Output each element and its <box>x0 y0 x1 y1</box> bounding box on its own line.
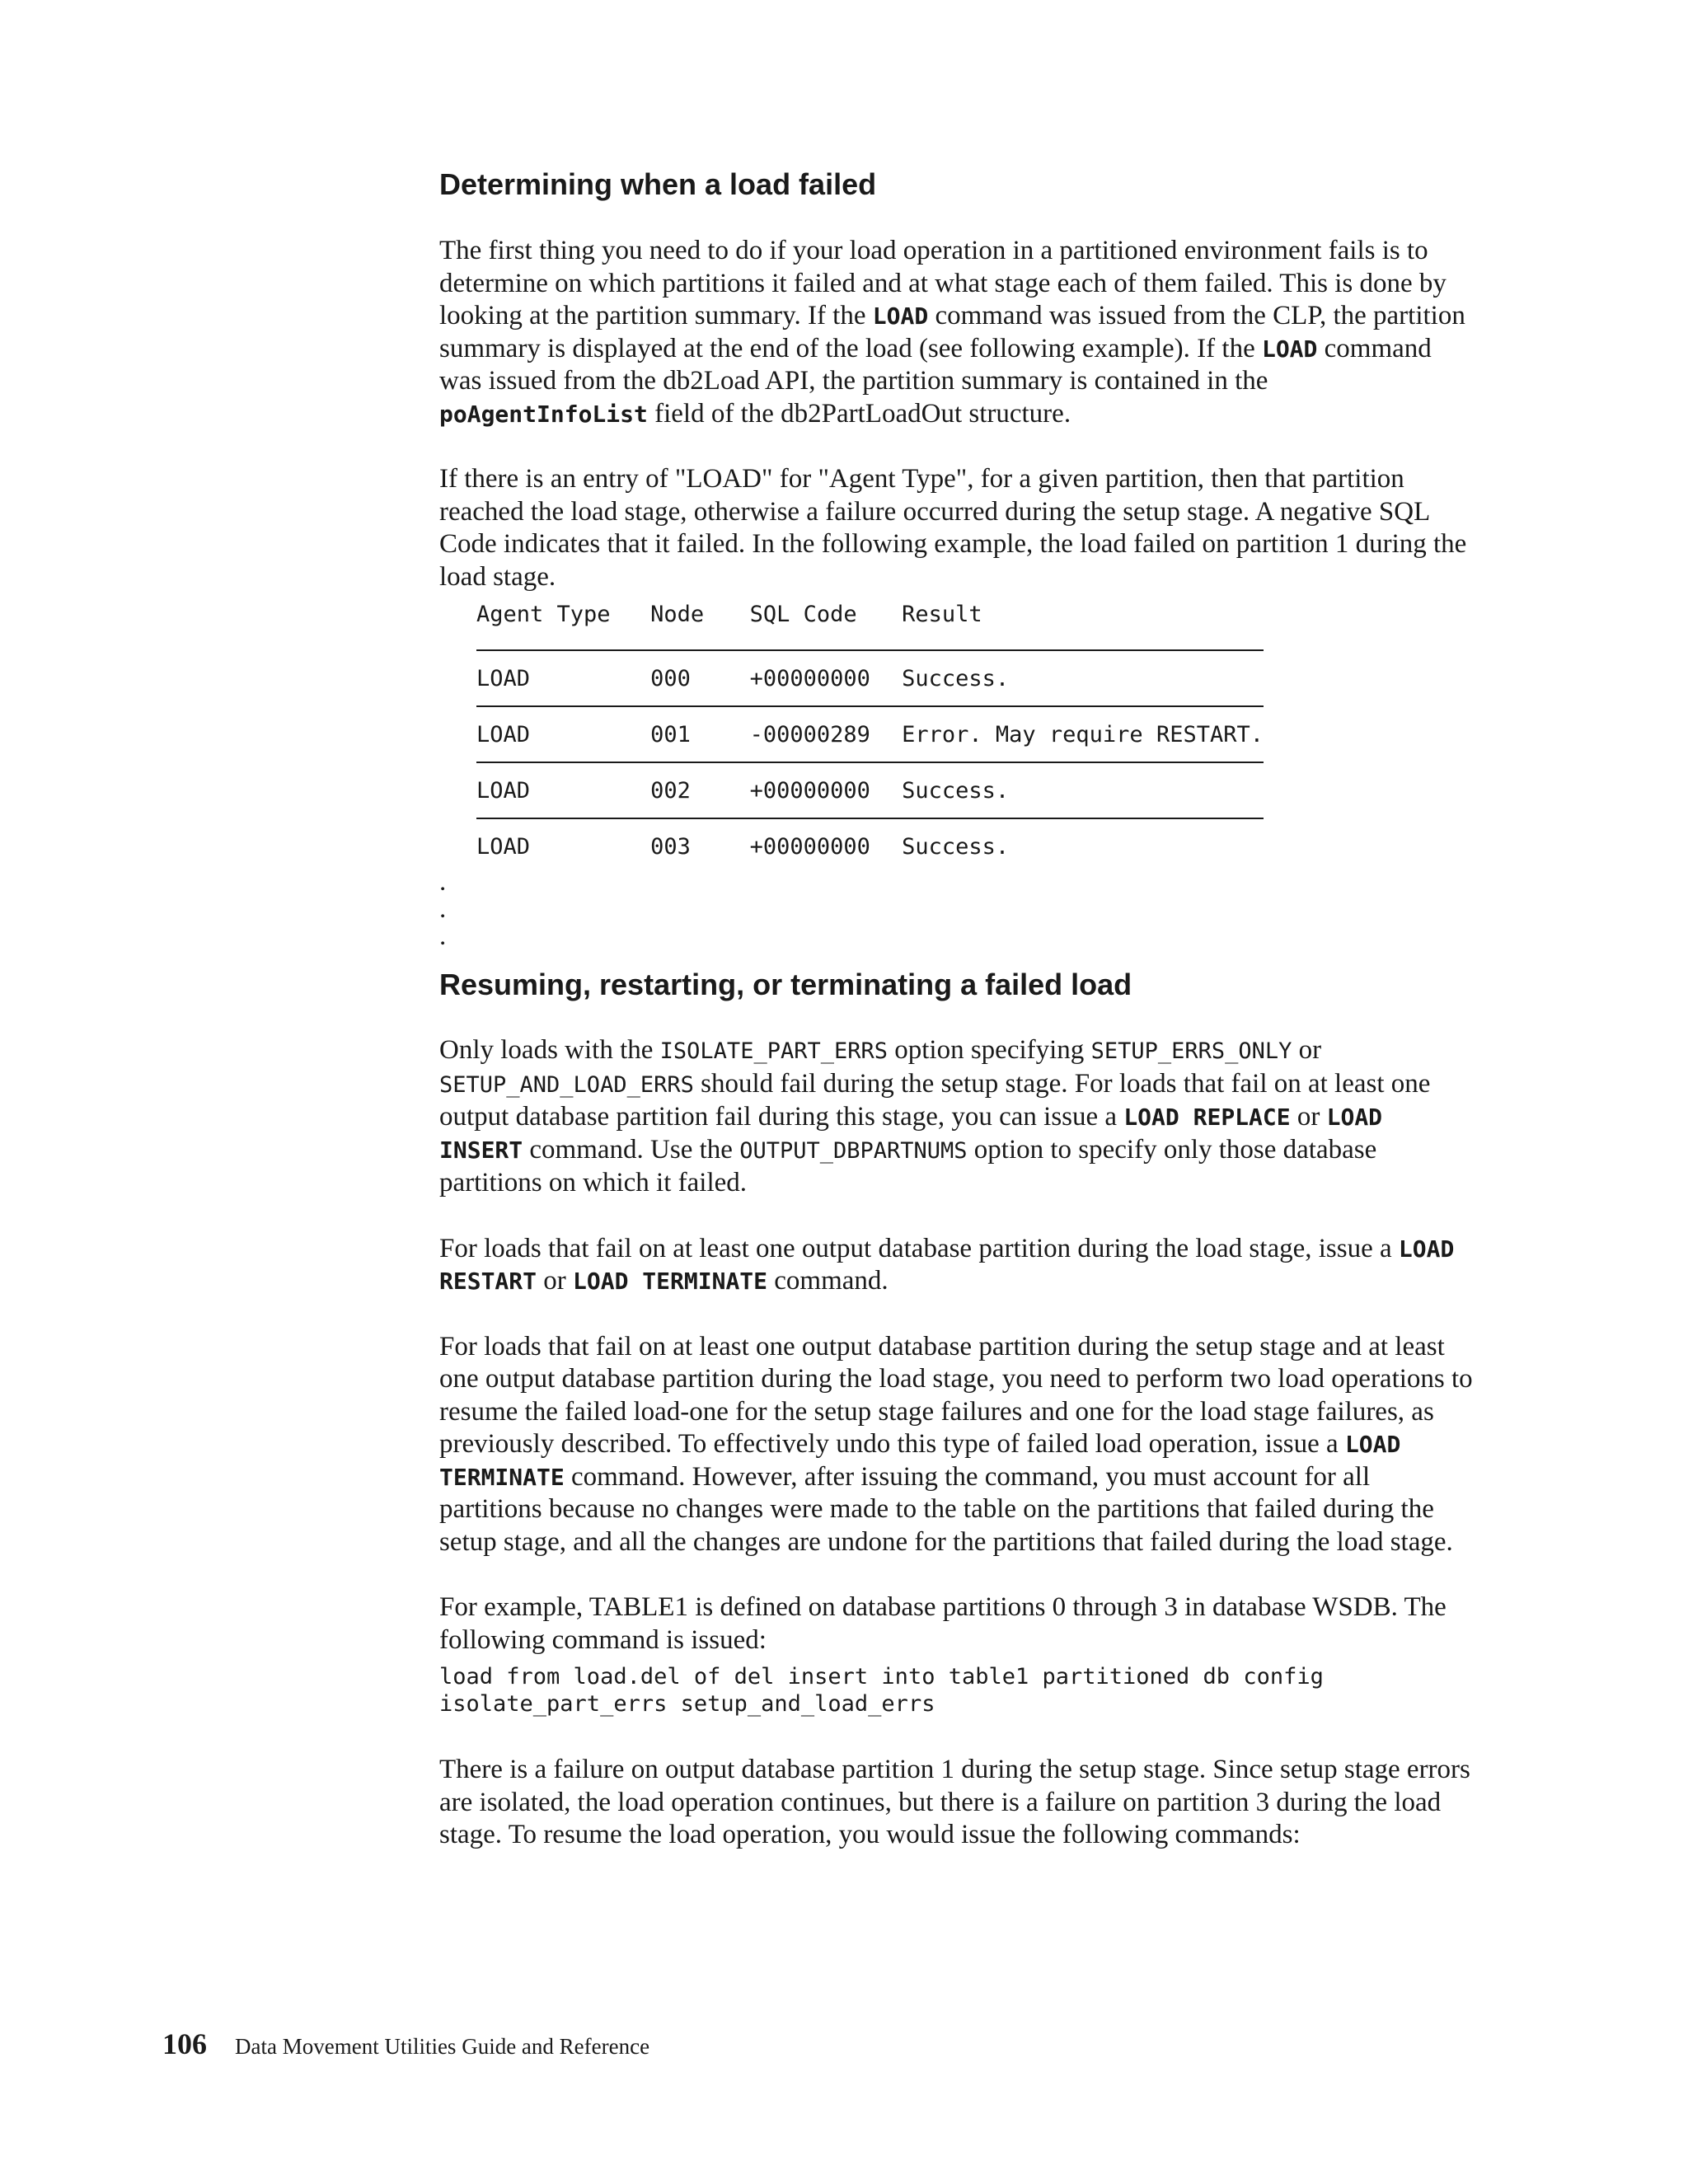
option-isolate-part-errs: ISOLATE_PART_ERRS <box>659 1038 888 1064</box>
page-number: 106 <box>162 2027 207 2060</box>
cmd-load-replace: LOAD REPLACE <box>1123 1104 1291 1131</box>
cell-agent-type: LOAD <box>476 665 531 691</box>
cell-node: 001 <box>650 721 691 748</box>
code-block <box>439 1663 1478 1718</box>
cell-agent-type: LOAD <box>476 833 531 860</box>
table-header-row <box>476 598 1264 650</box>
paragraph-example-intro: For example, TABLE1 is defined on database partitions 0 through 3 in database WSDB. The following command is issued: <box>439 1592 1447 1655</box>
cell-node: 002 <box>650 777 691 804</box>
option-setup-errs-only: SETUP_ERRS_ONLY <box>1090 1038 1292 1064</box>
option-setup-and-load-errs: SETUP_AND_LOAD_ERRS <box>439 1071 694 1098</box>
cell-result: Success. <box>902 833 1010 860</box>
field-poagentinfolist: poAgentInfoList <box>439 400 648 428</box>
cell-sql-code: -00000289 <box>749 721 870 748</box>
section-heading-determining-failure: Determining when a load failed <box>439 167 877 201</box>
cmd-load-terminate: LOAD TERMINATE <box>439 1431 1401 1491</box>
cell-sql-code: +00000000 <box>749 833 870 860</box>
table-row <box>476 650 1264 706</box>
cell-sql-code: +00000000 <box>749 665 870 691</box>
book-title: Data Movement Utilities Guide and Reference <box>235 2034 650 2059</box>
page-content <box>439 165 1478 1852</box>
partition-summary-table <box>476 598 1264 874</box>
cmd-load: LOAD <box>1261 335 1318 363</box>
cell-sql-code: +00000000 <box>749 777 870 804</box>
paragraph-failure-example: There is a failure on output database partition 1 during the setup stage. Since setup stage errors are isolated, the load operation continues, but there is a failure on partition 3 during the load stage. To resume the load operation, you would issue the following commands: <box>439 1755 1470 1849</box>
paragraph-agent-type: If there is an entry of "LOAD" for "Agent Type", for a given partition, then that partition reached the load stage, otherwise a failure occurred during the setup stage. A negative SQL Code indicates that it failed. In the following example, the load failed on partition 1 during the load stage. <box>439 464 1467 592</box>
code-line: load from load.del of del insert into table1 partitioned db config <box>439 1664 1324 1690</box>
cell-node: 000 <box>650 665 691 691</box>
table-row <box>476 706 1264 762</box>
cell-result: Error. May require RESTART. <box>902 721 1264 748</box>
page-footer <box>162 2027 649 2061</box>
code-line: isolate_part_errs setup_and_load_errs <box>439 1691 935 1717</box>
paragraph-isolate-errors: Only loads with the ISOLATE_PART_ERRS option specifying SETUP_ERRS_ONLY or SETUP_AND_LOAD_ERRS should fail during the setup stage. For loads that fail on at least one output database partition fail during this stage, you can issue a LOAD REPLACE or LOAD INSERT command. Use the OUTPUT_DBPARTNUMS option to specify only those database partitions on which it failed. <box>439 1035 1431 1197</box>
cell-result: Success. <box>902 777 1010 804</box>
cell-agent-type: LOAD <box>476 721 531 748</box>
cmd-load-restart: LOAD RESTART <box>439 1235 1455 1295</box>
column-header: Node <box>650 598 750 650</box>
paragraph-partition-summary: The first thing you need to do if your load operation in a partitioned environment fails is to determine on which partitions it failed and at what stage each of them failed. This is done by looking at the partition summary. If the LOAD command was issued from the CLP, the partition summary is displayed at the end of the load (see following example). If the LOAD command was issued from the db2Load API, the partition summary is contained in the poAgentInfoList field of the db2PartLoadOut structure. <box>439 236 1465 429</box>
cell-node: 003 <box>650 833 691 860</box>
table-row <box>476 762 1264 818</box>
cell-result: Success. <box>902 665 1010 691</box>
section-heading-resuming: Resuming, restarting, or terminating a failed load <box>439 968 1132 1001</box>
cmd-load: LOAD <box>872 302 929 330</box>
column-header: Result <box>902 598 1264 650</box>
paragraph-load-stage-failure: For loads that fail on at least one output database partition during the load stage, issue a LOAD RESTART or LOAD TERMINATE command. <box>439 1233 1455 1296</box>
column-header: Agent Type <box>476 598 650 650</box>
table-row <box>476 818 1264 874</box>
cell-agent-type: LOAD <box>476 777 531 804</box>
paragraph-both-stage-failure: For loads that fail on at least one output database partition during the setup stage and at least one output database partition during the load stage, you need to perform two load operations to resume the failed load-one for the setup stage failures and one for the load stage failures, as previously described. To effectively undo this type of failed load operation, issue a LOAD TERMINATE command. However, after issuing the command, you must account for all partitions because no changes were made to the table on the partitions that failed during the setup stage, and all the changes are undone for the partitions that failed during the load stage. <box>439 1331 1473 1557</box>
option-output-dbpartnums: OUTPUT_DBPARTNUMS <box>739 1137 968 1164</box>
column-header: SQL Code <box>750 598 902 650</box>
cmd-load-insert: LOAD INSERT <box>439 1104 1383 1164</box>
cmd-load-terminate: LOAD TERMINATE <box>573 1268 768 1295</box>
ellipsis: . . . <box>439 867 447 951</box>
